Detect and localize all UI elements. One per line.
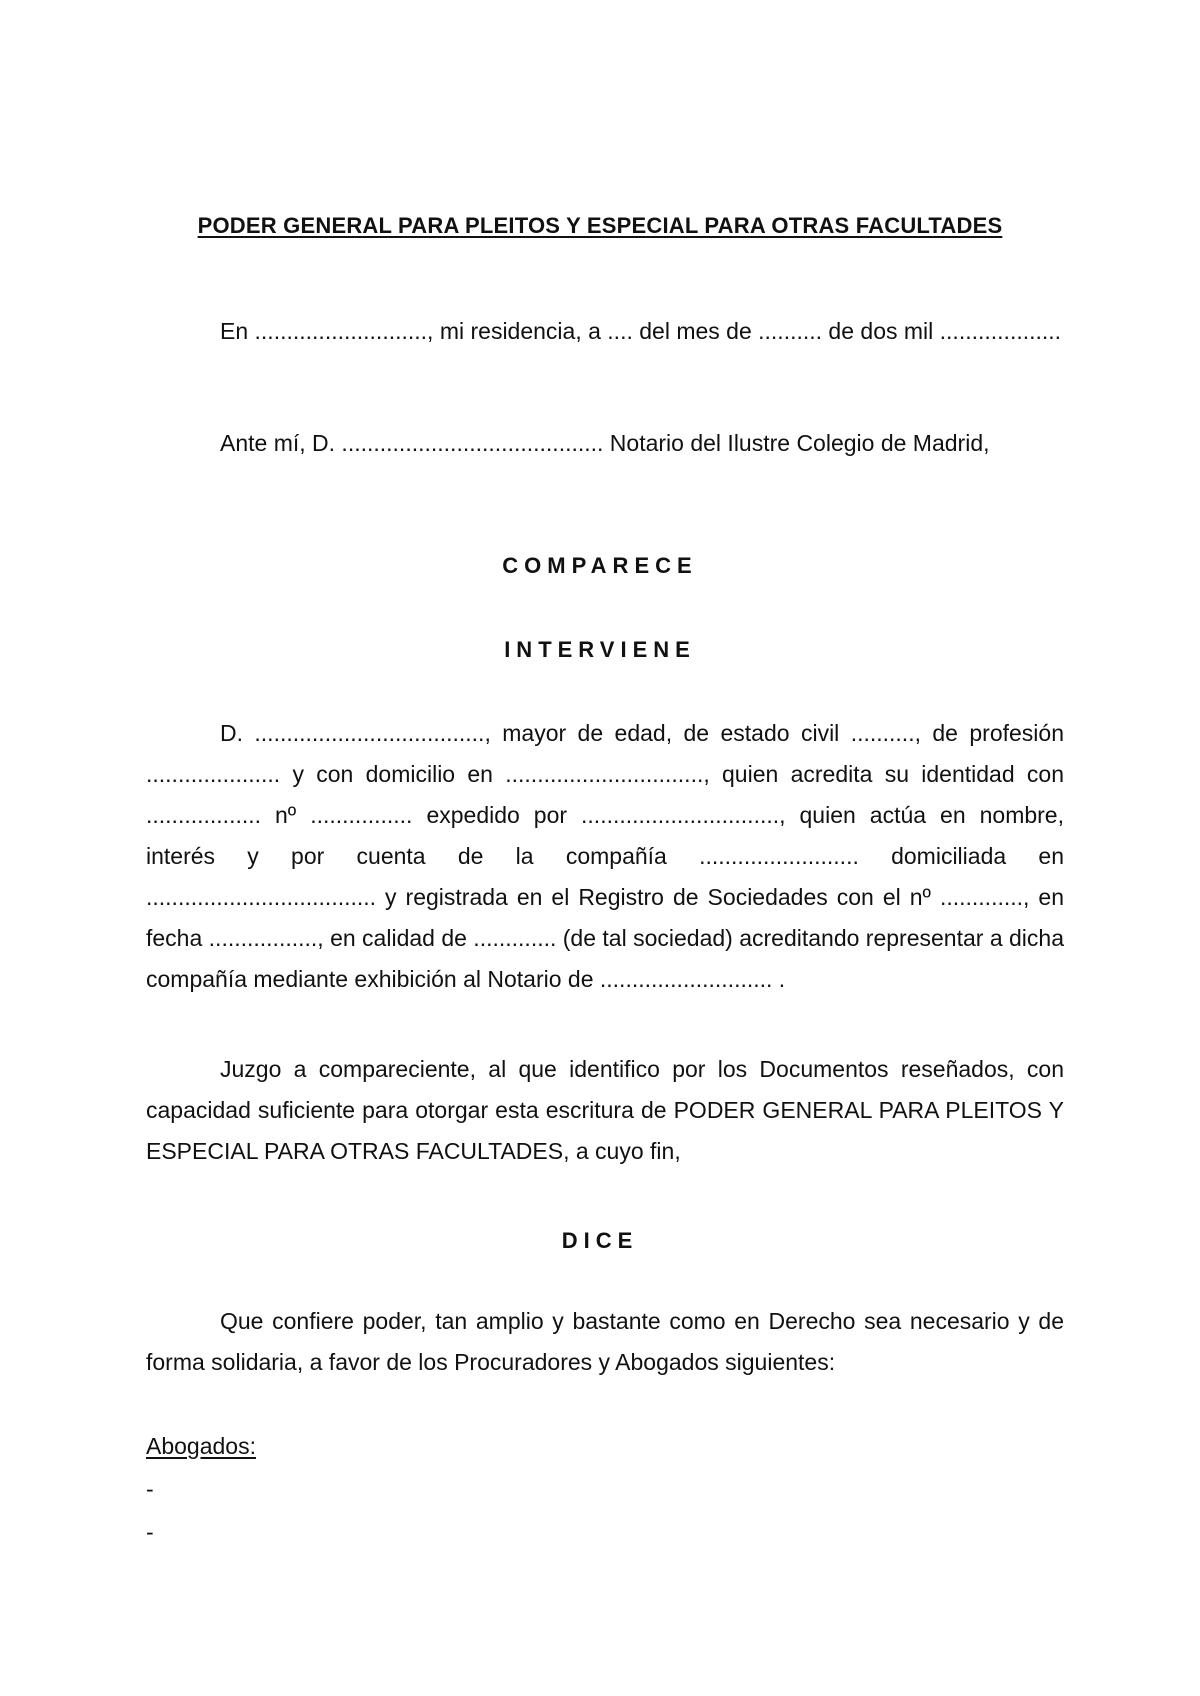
dice-paragraph: Que confiere poder, tan amplio y bastante como en Derecho sea necesario y de forma solidaria, a favor de los Procuradores y Abogados siguientes: bbox=[146, 1308, 1064, 1375]
juzgo-block bbox=[146, 1049, 1064, 1172]
heading-comparece: COMPARECE bbox=[502, 553, 698, 578]
intro-paragraph: En ..........................., mi residencia, a .... del mes de .......... de dos mil ................... bbox=[220, 318, 1062, 344]
abogados-list-item: - bbox=[146, 1519, 154, 1545]
intro-block bbox=[146, 311, 1064, 352]
heading-dice: DICE bbox=[561, 1228, 639, 1253]
interviene-block bbox=[146, 713, 1064, 1000]
abogados-label: Abogados: bbox=[146, 1433, 256, 1459]
abogados-list-item: - bbox=[146, 1476, 154, 1502]
interviene-paragraph: D. ...................................., mayor de edad, de estado civil .........., de profesión ..................... y con domicilio en ..............................., quien acredita su identidad con .................. nº ................ expedido por ..............................., quien actúa en nombre, interés y por cuenta de la compañía ......................... domiciliada en .................................... y registrada en el Registro de Sociedades con el nº ............., en fecha ................., en calidad de ............. (de tal sociedad) acreditando representar a dicha compañía mediante exhibición al Notario de ........................... . bbox=[146, 720, 1064, 992]
juzgo-paragraph: Juzgo a compareciente, al que identifico por los Documentos reseñados, con capacidad suficiente para otorgar esta escritura de PODER GENERAL PARA PLEITOS Y ESPECIAL PARA OTRAS FACULTADES, a cuyo fin, bbox=[146, 1056, 1064, 1164]
heading-interviene: INTERVIENE bbox=[504, 637, 696, 662]
document-title: PODER GENERAL PARA PLEITOS Y ESPECIAL PARA OTRAS FACULTADES bbox=[197, 213, 1003, 238]
ante-mi-line: Ante mí, D. ......................................... Notario del Ilustre Colegio de Madrid, bbox=[220, 430, 990, 456]
dice-block bbox=[146, 1301, 1064, 1383]
ante-mi-block bbox=[146, 423, 1064, 464]
